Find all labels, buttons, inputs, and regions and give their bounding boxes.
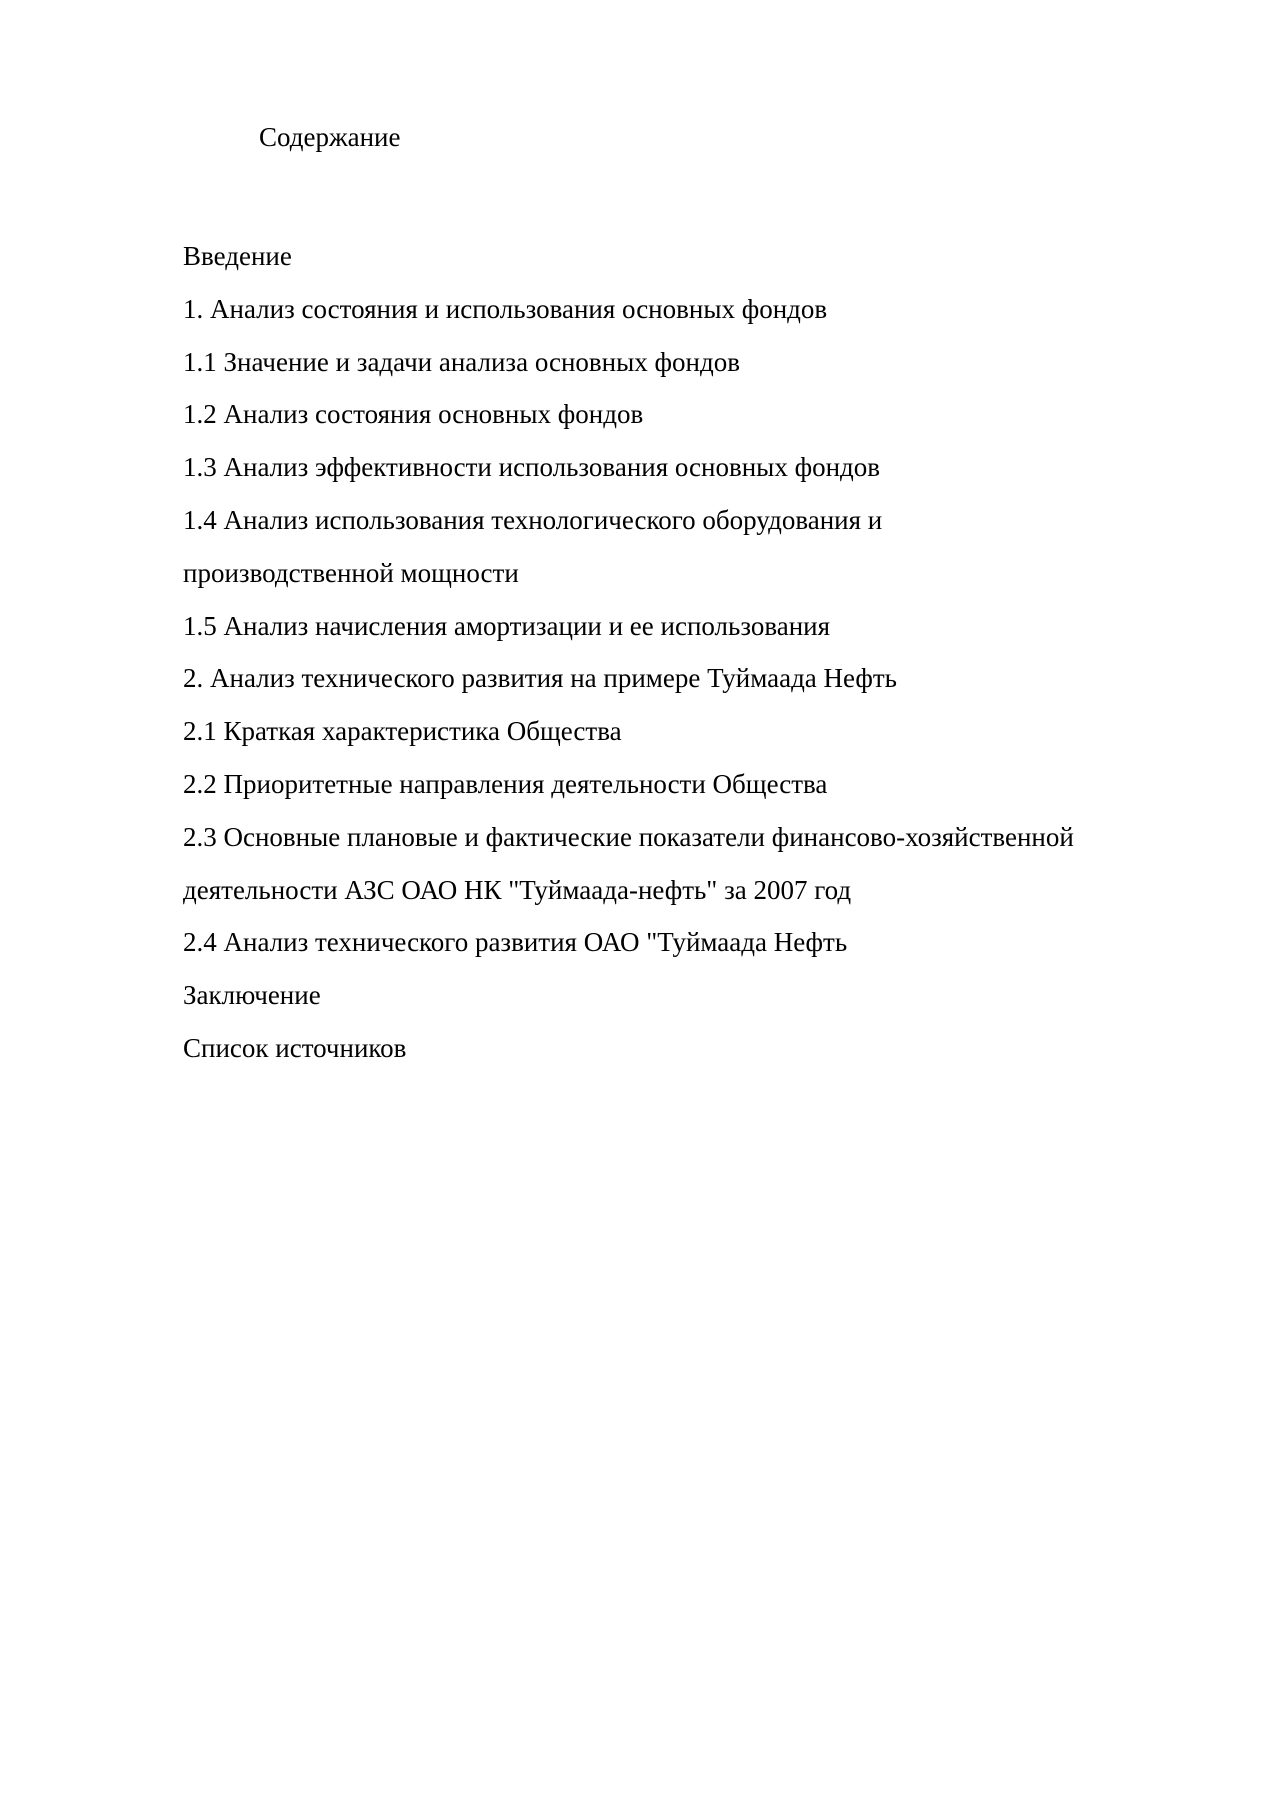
toc-item-2-3: 2.3 Основные плановые и фактические показатели финансово-хозяйственной: [183, 821, 1074, 852]
toc-item-2-4: 2.4 Анализ технического развития ОАО "Туймаада Нефть: [183, 927, 848, 958]
toc-item-1-3: 1.3 Анализ эффективности использования основных фондов: [183, 452, 881, 483]
toc-item-1-5: 1.5 Анализ начисления амортизации и ее использования: [183, 610, 831, 641]
toc-item-conclusion: Заключение: [183, 980, 321, 1011]
toc-item-1-4-continued: производственной мощности: [183, 557, 519, 588]
toc-item-2-1: 2.1 Краткая характеристика Общества: [183, 716, 622, 747]
table-of-contents: [183, 230, 1074, 1075]
toc-item-2-2: 2.2 Приоритетные направления деятельности Общества: [183, 768, 828, 799]
toc-item-2-3-continued: деятельности АЗС ОАО НК "Туймаада-нефть" за 2007 год: [183, 874, 852, 905]
toc-item-2: 2. Анализ технического развития на примере Туймаада Нефть: [183, 663, 897, 694]
page-title: Содержание: [259, 122, 401, 152]
toc-item-1: 1. Анализ состояния и использования основных фондов: [183, 293, 828, 324]
toc-item-1-2: 1.2 Анализ состояния основных фондов: [183, 399, 644, 430]
toc-item-introduction: Введение: [183, 241, 292, 271]
toc-item-sources: Список источников: [183, 1032, 407, 1063]
toc-item-1-1: 1.1 Значение и задачи анализа основных фондов: [183, 346, 740, 377]
toc-item-1-4: 1.4 Анализ использования технологического оборудования и: [183, 504, 883, 535]
